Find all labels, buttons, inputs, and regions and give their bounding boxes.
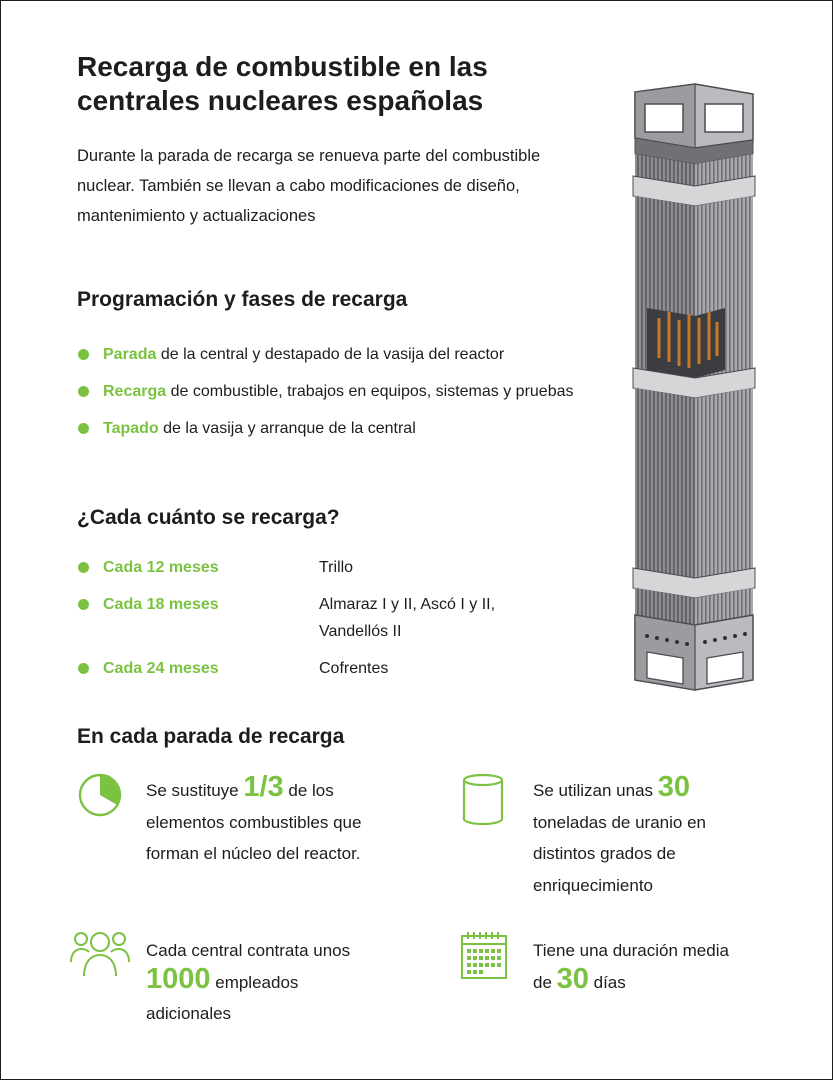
each-stop-heading: En cada parada de recarga [77,725,345,748]
period-label: Cada 18 meses [103,596,219,613]
table-row [78,554,598,591]
frequency-heading: ¿Cada cuánto se recarga? [77,506,340,529]
phase-key: Parada [103,346,157,363]
calendar-icon [460,930,508,980]
stat-value: 1000 [146,962,211,995]
plants-label: Cofrentes [319,660,389,677]
plants-label: Trillo [319,559,354,576]
bullet-icon [78,663,89,674]
pie-chart-icon [77,772,123,818]
bullet-icon [78,423,89,434]
list-item [78,378,598,405]
stat-uranium [533,771,748,901]
phase-key: Tapado [103,420,159,437]
stat-text: de los elementos combustibles que forman el núcleo del reactor. [146,781,362,863]
phase-text: de la central y destapado de la vasija del reactor [156,346,505,363]
stat-value: 1/3 [243,771,284,803]
phase-text: de combustible, trabajos en equipos, sistemas y pruebas [166,383,574,400]
people-icon [69,928,131,978]
stat-text: Cada central contrata unos [146,941,351,960]
stat-fraction [146,771,381,870]
fuel-assembly-illustration [625,80,765,710]
phase-key: Recarga [103,383,167,400]
stat-text: empleados adicionales [146,972,299,1023]
intro-paragraph: Durante la parada de recarga se renueva parte del combustible nuclear. También se llevan a cabo modificaciones de diseño, mantenimiento y actualizaciones [77,147,541,225]
page-title: Recarga de combustible en las centrales nucleares españolas [77,51,488,116]
frequency-table [78,554,598,692]
phases-list [78,341,598,452]
phases-heading: Programación y fases de recarga [77,288,408,311]
bullet-icon [78,599,89,610]
stat-text: Se sustituye [146,781,244,800]
stat-text: toneladas de uranio en distintos grados de enriquecimiento [533,812,706,895]
period-label: Cada 24 meses [103,660,219,677]
stat-text: Se utilizan unas [533,781,658,800]
bullet-icon [78,562,89,573]
list-item [78,341,598,368]
stat-employees [146,935,386,1030]
stat-text: Tiene una duración media de [533,941,729,992]
period-label: Cada 12 meses [103,559,219,576]
table-row [78,655,598,692]
stat-text: días [588,972,626,992]
stat-duration [533,935,733,998]
bullet-icon [78,349,89,360]
table-row [78,591,598,655]
cylinder-icon [462,773,504,827]
plants-label: Almaraz I y II, Ascó I y II, Vandellós II [319,596,496,640]
stat-value: 30 [657,771,691,803]
phase-text: de la vasija y arranque de la central [158,420,416,437]
bullet-icon [78,386,89,397]
stat-value: 30 [556,962,589,995]
list-item [78,415,598,442]
